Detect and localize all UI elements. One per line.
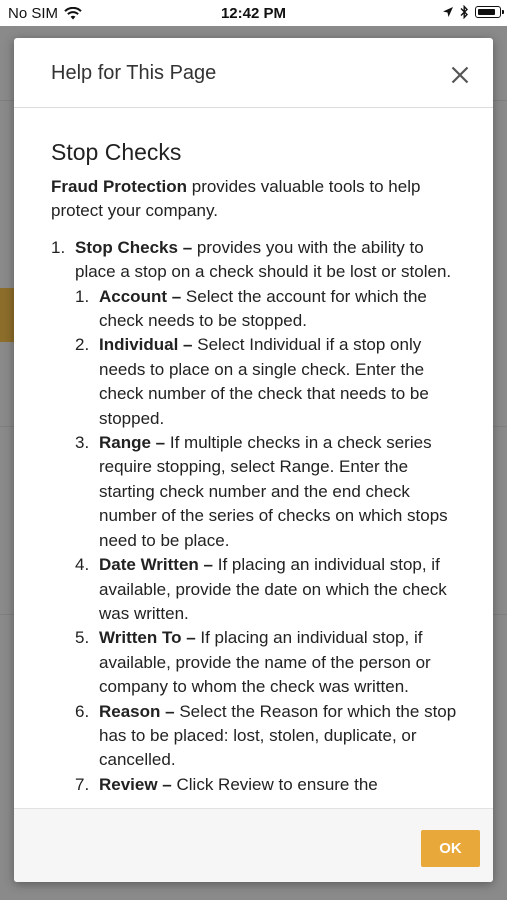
sub-item-text: Select Individual if a stop only needs to place on a single check. Enter the check number of the check that needs to be stopped. xyxy=(99,335,429,428)
list-item-number: 1. xyxy=(51,237,66,257)
sub-item-term: Reason – xyxy=(99,701,175,721)
battery-icon xyxy=(475,6,501,18)
sub-item-text: If placing an individual stop, if available, provide the date on which the check was written. xyxy=(99,555,447,623)
intro-paragraph xyxy=(51,175,463,224)
sub-item-text: If multiple checks in a check series require stopping, select Range. Enter the starting check number and the end check number of the series of checks on which stops need to be place. xyxy=(99,433,448,550)
sub-item-text: Select the Reason for which the stop has to be placed: lost, stolen, duplicate, or cancelled. xyxy=(99,701,457,770)
help-modal xyxy=(14,38,493,882)
sub-list-item xyxy=(75,431,463,553)
sub-item-number: 1. xyxy=(75,286,90,306)
sub-item-term: Range – xyxy=(99,433,166,453)
sub-item-term: Written To – xyxy=(99,628,196,648)
sub-item-text: Click Review to ensure the xyxy=(171,774,378,794)
sub-item-term: Account – xyxy=(99,286,182,306)
background-accent-bar xyxy=(0,288,14,342)
sub-item-number: 7. xyxy=(75,774,90,794)
help-list xyxy=(51,236,463,797)
list-item-text: provides you with the ability to place a stop on a check should it be lost or stolen. xyxy=(75,237,452,282)
list-item xyxy=(51,236,463,797)
sub-item-number: 3. xyxy=(75,433,90,453)
sub-item-term: Individual – xyxy=(99,335,193,355)
close-icon xyxy=(449,64,471,86)
carrier-label: No SIM xyxy=(8,5,59,22)
sub-item-text: If placing an individual stop, if available, provide the name of the person or company to whom the check was written. xyxy=(99,628,431,697)
sub-item-number: 6. xyxy=(75,701,90,721)
status-right xyxy=(442,5,501,19)
sub-item-number: 4. xyxy=(75,555,90,575)
sub-list-item xyxy=(75,285,463,334)
status-time: 12:42 PM xyxy=(220,5,287,22)
intro-bold: Fraud Protection xyxy=(51,177,188,196)
sub-item-term: Date Written – xyxy=(99,555,213,575)
sub-item-number: 2. xyxy=(75,335,90,355)
modal-footer xyxy=(14,808,493,882)
intro-text: provides valuable tools to help protect your company. xyxy=(51,177,421,221)
bluetooth-icon xyxy=(460,5,469,19)
sub-list xyxy=(75,285,463,798)
sub-item-text: Select the account for which the check needs to be stopped. xyxy=(99,286,427,331)
location-arrow-icon xyxy=(442,6,454,18)
modal-header xyxy=(14,38,493,108)
close-button[interactable] xyxy=(449,64,471,86)
help-heading: Stop Checks xyxy=(51,139,182,165)
sub-item-term: Review – xyxy=(99,774,172,794)
modal-body[interactable] xyxy=(14,109,493,808)
sub-item-number: 5. xyxy=(75,628,90,648)
sub-list-item xyxy=(75,626,463,699)
sub-list-item xyxy=(75,773,463,797)
status-bar xyxy=(0,0,507,26)
ok-button[interactable]: OK xyxy=(421,830,480,867)
modal-title: Help for This Page xyxy=(51,62,217,84)
sub-list-item xyxy=(75,333,463,431)
sub-list-item xyxy=(75,700,463,773)
list-item-term: Stop Checks – xyxy=(75,237,193,257)
sub-list-item xyxy=(75,553,463,626)
